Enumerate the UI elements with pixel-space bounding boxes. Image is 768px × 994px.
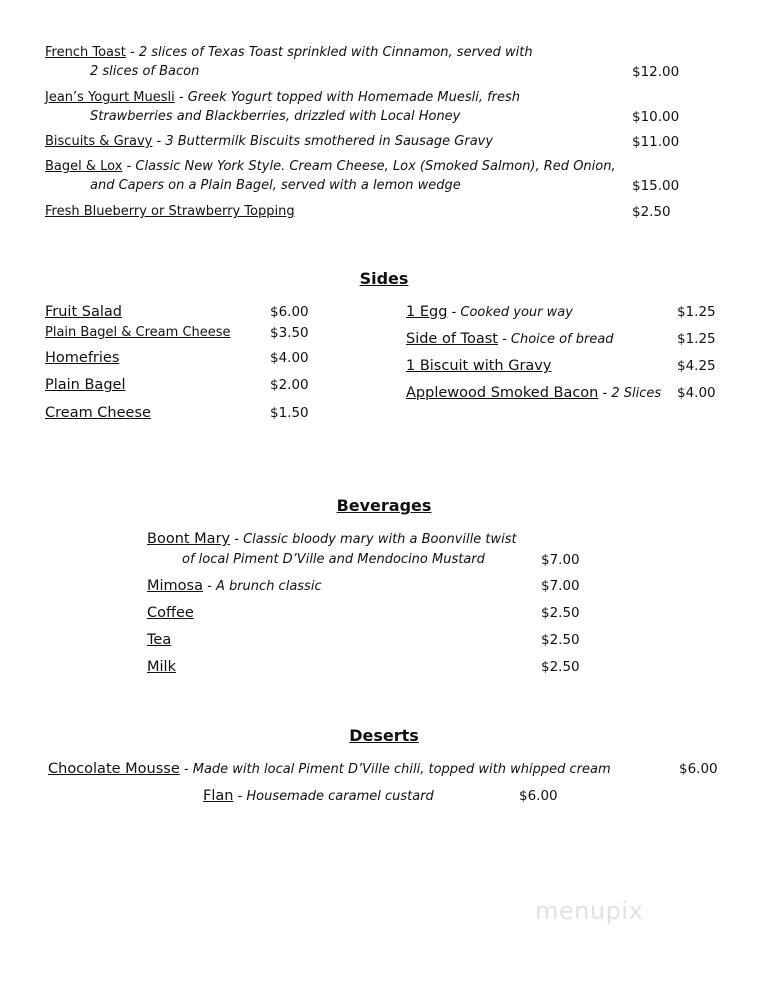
item-desc: - Classic bloody mary with a Boonville twist	[230, 532, 517, 547]
item-desc: - Cooked your way	[447, 305, 573, 320]
item-price: $4.00	[677, 385, 716, 401]
menu-item-yogurt-muesli	[45, 90, 520, 105]
item-price: $4.25	[677, 358, 716, 374]
item-name: 1 Egg	[406, 304, 448, 320]
item-name: Cream Cheese	[45, 405, 151, 421]
side-item	[406, 385, 661, 401]
side-item	[406, 358, 551, 374]
item-name: 1 Biscuit with Gravy	[406, 358, 552, 374]
item-name: Fruit Salad	[45, 304, 122, 320]
item-price: $11.00	[632, 134, 680, 150]
item-price: $2.50	[541, 632, 580, 648]
item-desc: - Made with local Piment D’Ville chili, topped with whipped cream	[179, 762, 611, 777]
item-desc: - 2 Slices	[598, 386, 662, 401]
section-title-beverages: Beverages	[336, 496, 432, 515]
menu-item-french-toast	[45, 45, 533, 60]
item-desc: - Classic New York Style. Cream Cheese, Lox (Smoked Salmon), Red Onion,	[122, 159, 616, 174]
beverage-item	[147, 659, 176, 675]
item-price: $3.50	[270, 325, 309, 341]
item-name: Flan	[203, 788, 234, 804]
item-price: $12.00	[632, 64, 680, 80]
item-name: Tea	[147, 632, 172, 648]
item-name: Milk	[147, 659, 176, 675]
item-name: Jean’s Yogurt Muesli	[45, 90, 175, 105]
item-desc-cont: and Capers on a Plain Bagel, served with a lemon wedge	[90, 178, 461, 193]
item-price: $1.25	[677, 331, 716, 347]
side-item	[406, 331, 614, 347]
menu-item-berry-topping	[45, 204, 295, 219]
side-item	[45, 304, 122, 320]
item-price: $7.00	[541, 552, 580, 568]
item-desc-cont: of local Piment D’Ville and Mendocino Mustard	[182, 552, 485, 567]
item-name: Mimosa	[147, 578, 203, 594]
watermark: menupix	[535, 897, 644, 925]
item-price: $2.50	[632, 204, 671, 220]
item-name: Chocolate Mousse	[48, 761, 180, 777]
item-name: Plain Bagel & Cream Cheese	[45, 325, 231, 340]
item-price: $6.00	[270, 304, 309, 320]
side-item	[45, 350, 119, 366]
desert-item	[203, 788, 434, 804]
item-desc-cont: Strawberries and Blackberries, drizzled with Local Honey	[90, 109, 461, 124]
item-desc: - Choice of bread	[497, 332, 614, 347]
side-item	[45, 325, 231, 340]
item-name: Boont Mary	[147, 531, 231, 547]
item-name: Applewood Smoked Bacon	[406, 385, 599, 401]
section-title-deserts: Deserts	[349, 726, 419, 745]
item-price: $4.00	[270, 350, 309, 366]
item-desc: - Housemade caramel custard	[233, 789, 434, 804]
side-item	[406, 304, 573, 320]
beverage-item	[147, 531, 517, 547]
desert-item	[48, 761, 611, 777]
side-item	[45, 377, 125, 393]
item-name: Biscuits & Gravy	[45, 134, 153, 149]
section-title-sides: Sides	[359, 269, 409, 288]
item-price: $1.50	[270, 405, 309, 421]
item-price: $7.00	[541, 578, 580, 594]
menu-item-biscuits-gravy	[45, 134, 493, 149]
item-price: $10.00	[632, 109, 680, 125]
item-price: $2.50	[541, 659, 580, 675]
item-name: Side of Toast	[406, 331, 498, 347]
item-desc: - 3 Buttermilk Biscuits smothered in Sausage Gravy	[152, 134, 494, 149]
beverage-item	[147, 605, 194, 621]
item-name: French Toast	[45, 45, 126, 60]
item-price: $2.50	[541, 605, 580, 621]
item-name: Coffee	[147, 605, 194, 621]
item-desc: - Greek Yogurt topped with Homemade Muesli, fresh	[174, 90, 521, 105]
item-price: $15.00	[632, 178, 680, 194]
item-price: $2.00	[270, 377, 309, 393]
item-desc: - 2 slices of Texas Toast sprinkled with Cinnamon, served with	[125, 45, 533, 60]
beverage-item	[147, 632, 171, 648]
item-desc: - A brunch classic	[202, 579, 322, 594]
item-price: $1.25	[677, 304, 716, 320]
item-name: Fresh Blueberry or Strawberry Topping	[45, 204, 295, 219]
side-item	[45, 405, 151, 421]
item-desc-cont: 2 slices of Bacon	[90, 64, 200, 79]
item-name: Bagel & Lox	[45, 159, 123, 174]
item-price: $6.00	[679, 761, 718, 777]
item-price: $6.00	[519, 788, 558, 804]
item-name: Homefries	[45, 350, 120, 366]
menu-item-bagel-lox	[45, 159, 616, 174]
beverage-item	[147, 578, 322, 594]
item-name: Plain Bagel	[45, 377, 126, 393]
